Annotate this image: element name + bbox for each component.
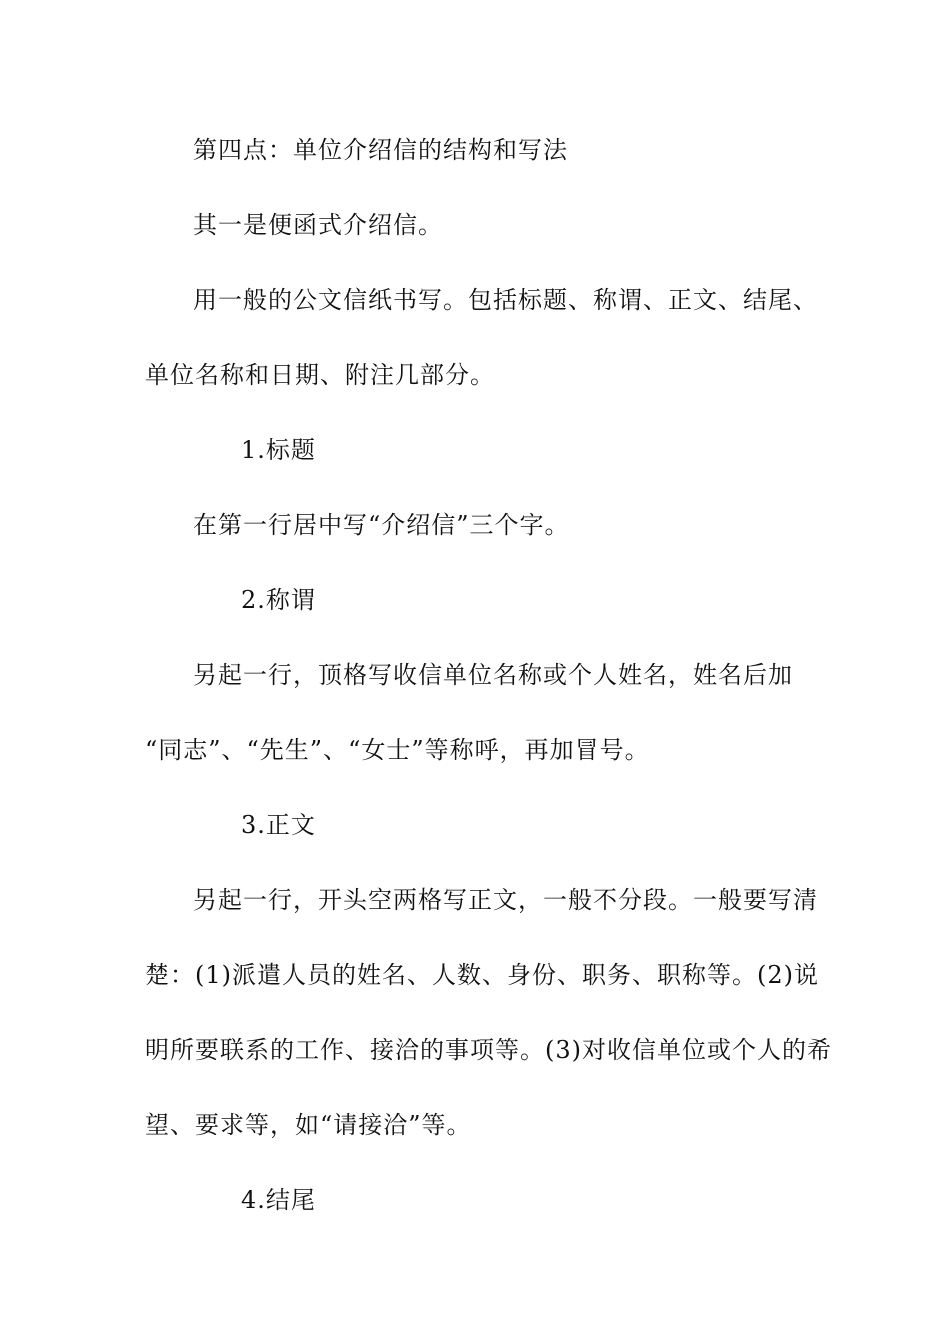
subheading-salutation: 2.称谓 xyxy=(241,586,316,614)
paragraph-line: 其一是便函式介绍信。 xyxy=(193,211,443,239)
paragraph-line: “同志”、“先生”、“女士”等称呼，再加冒号。 xyxy=(145,736,650,764)
paragraph-line: 另起一行，顶格写收信单位名称或个人姓名，姓名后加 xyxy=(193,661,793,689)
paragraph-line: 在第一行居中写“介绍信”三个字。 xyxy=(193,511,570,539)
paragraph-line: 单位名称和日期、附注几部分。 xyxy=(145,361,495,389)
subheading-title: 1.标题 xyxy=(241,436,316,464)
paragraph-line: 望、要求等，如“请接洽”等。 xyxy=(145,1111,472,1139)
paragraph-line: 另起一行，开头空两格写正文，一般不分段。一般要写清 xyxy=(193,886,818,914)
section-heading: 第四点：单位介绍信的结构和写法 xyxy=(193,136,568,164)
paragraph-line: 楚：(1)派遣人员的姓名、人数、身份、职务、职称等。(2)说 xyxy=(145,961,819,989)
subheading-closing: 4.结尾 xyxy=(241,1186,316,1214)
paragraph-line: 用一般的公文信纸书写。包括标题、称谓、正文、结尾、 xyxy=(193,286,818,314)
paragraph-line: 明所要联系的工作、接洽的事项等。(3)对收信单位或个人的希 xyxy=(145,1036,832,1064)
subheading-body: 3.正文 xyxy=(241,811,316,839)
